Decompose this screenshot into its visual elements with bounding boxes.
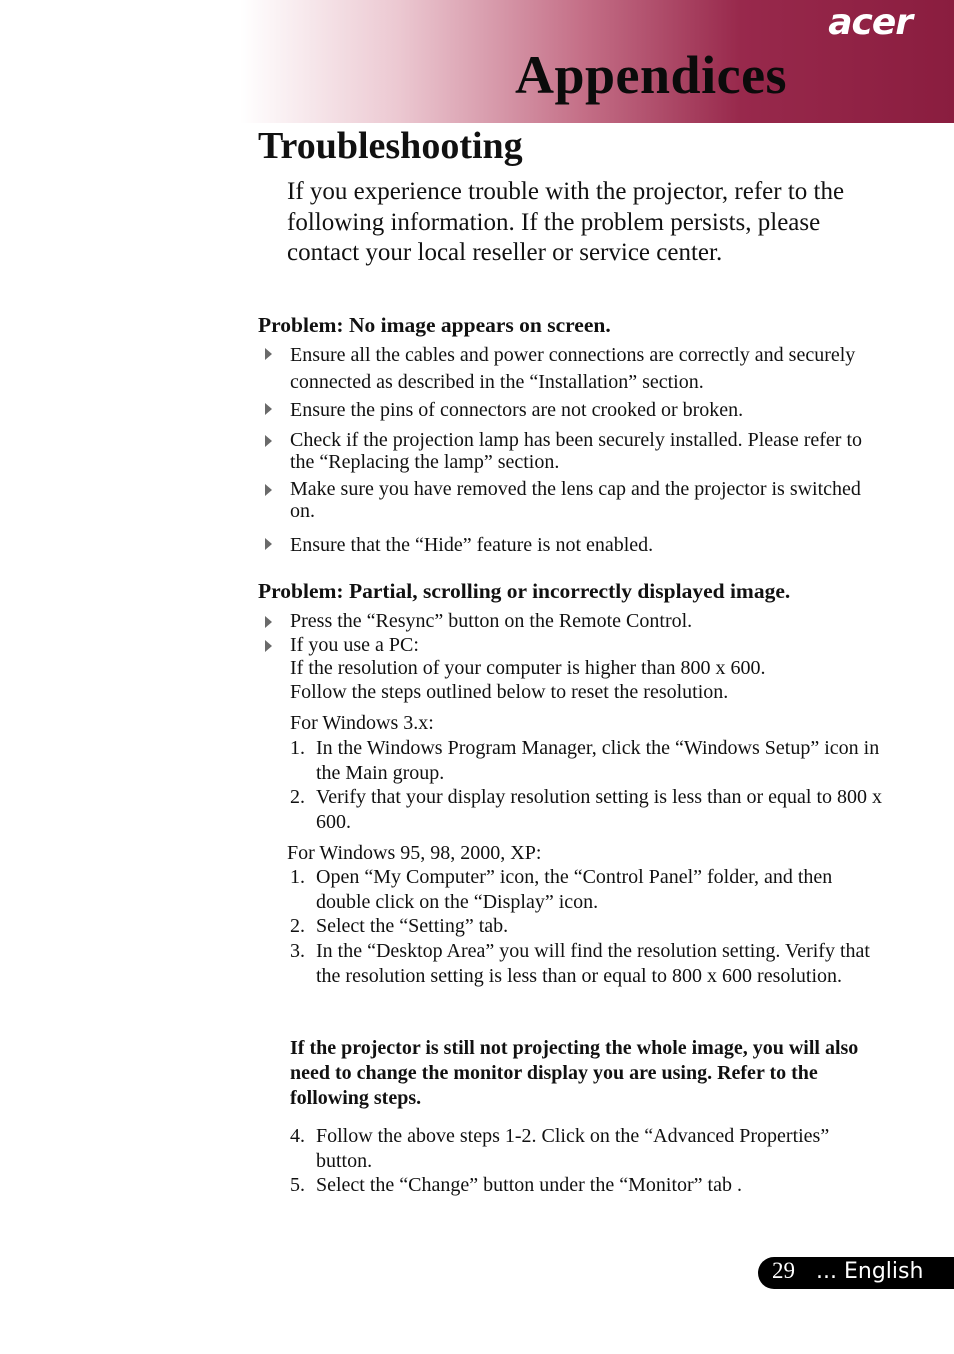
- page-number: 29: [772, 1258, 795, 1283]
- numbered-step: [290, 1124, 890, 1173]
- acer-logo: acer: [828, 2, 912, 43]
- step-text: Follow the above steps 1-2. Click on the “Advanced Properties” button.: [316, 1125, 830, 1172]
- list-item: [265, 397, 875, 424]
- list-item-text: Ensure all the cables and power connections are correctly and securely connected as described in the “Installation” section.: [290, 344, 856, 393]
- step-text: In the Windows Program Manager, click the “Windows Setup” icon in the Main group.: [316, 737, 880, 784]
- step-text: Select the “Change” button under the “Monitor” tab .: [316, 1174, 742, 1196]
- bullet-arrow-icon: [265, 484, 272, 496]
- intro-paragraph: If you experience trouble with the projector, refer to the following information. If the problem persists, please contact your local reseller or service center.: [287, 178, 845, 266]
- step-number: 1.: [290, 737, 305, 759]
- list-item: [265, 342, 875, 396]
- bullet-arrow-icon: [265, 348, 272, 360]
- list-item: [265, 429, 875, 473]
- list-item: [265, 610, 875, 632]
- list-item-text: Press the “Resync” button on the Remote Control.: [290, 610, 693, 632]
- language-label: ... English: [816, 1259, 924, 1284]
- bullet-arrow-icon: [265, 435, 272, 447]
- problem-heading-partial-image: Problem: Partial, scrolling or incorrectly displayed image.: [258, 579, 791, 603]
- list-item: [265, 634, 875, 656]
- numbered-step: [290, 865, 890, 914]
- list-item-text: Ensure that the “Hide” feature is not enabled.: [290, 534, 654, 556]
- bullet-arrow-icon: [265, 403, 272, 415]
- list-item-text: Make sure you have removed the lens cap and the projector is switched on.: [290, 478, 861, 522]
- numbered-step: [290, 1173, 890, 1198]
- bullet-arrow-icon: [265, 538, 272, 550]
- chapter-title: Appendices: [515, 45, 788, 105]
- bullet-arrow-icon: [265, 640, 272, 652]
- numbered-step: [290, 736, 890, 785]
- step-text: In the “Desktop Area” you will find the resolution setting. Verify that the resolution setting is less than or equal to 800 x 600 resolution.: [316, 940, 870, 987]
- pc-steps-line: Follow the steps outlined below to reset the resolution.: [290, 681, 729, 703]
- step-number: 4.: [290, 1125, 305, 1147]
- monitor-note: If the projector is still not projecting the whole image, you will also need to change the monitor display you are using. Refer to the following steps.: [290, 1037, 859, 1109]
- pc-resolution-line: If the resolution of your computer is higher than 800 x 600.: [290, 657, 766, 679]
- step-text: Verify that your display resolution setting is less than or equal to 800 x 600.: [316, 786, 883, 833]
- step-number: 1.: [290, 866, 305, 888]
- section-title: Troubleshooting: [258, 125, 523, 167]
- windows95-label: For Windows 95, 98, 2000, XP:: [287, 842, 542, 864]
- step-number: 2.: [290, 786, 305, 808]
- list-item: [265, 478, 875, 522]
- numbered-step: [290, 939, 890, 988]
- step-text: Select the “Setting” tab.: [316, 915, 509, 937]
- step-text: Open “My Computer” icon, the “Control Panel” folder, and then double click on the “Display” icon.: [316, 866, 833, 913]
- page-footer-tab: [758, 1257, 954, 1289]
- numbered-step: [290, 785, 890, 834]
- list-item: [265, 532, 875, 559]
- numbered-step: [290, 914, 890, 939]
- bullet-arrow-icon: [265, 616, 272, 628]
- step-number: 2.: [290, 915, 305, 937]
- list-item-text: If you use a PC:: [290, 634, 419, 656]
- windows3-label: For Windows 3.x:: [290, 712, 434, 734]
- problem-heading-no-image: Problem: No image appears on screen.: [258, 313, 611, 337]
- step-number: 5.: [290, 1174, 305, 1196]
- list-item-text: Ensure the pins of connectors are not crooked or broken.: [290, 399, 744, 421]
- list-item-text: Check if the projection lamp has been securely installed. Please refer to the “Replacing the lamp” section.: [290, 429, 863, 473]
- step-number: 3.: [290, 940, 305, 962]
